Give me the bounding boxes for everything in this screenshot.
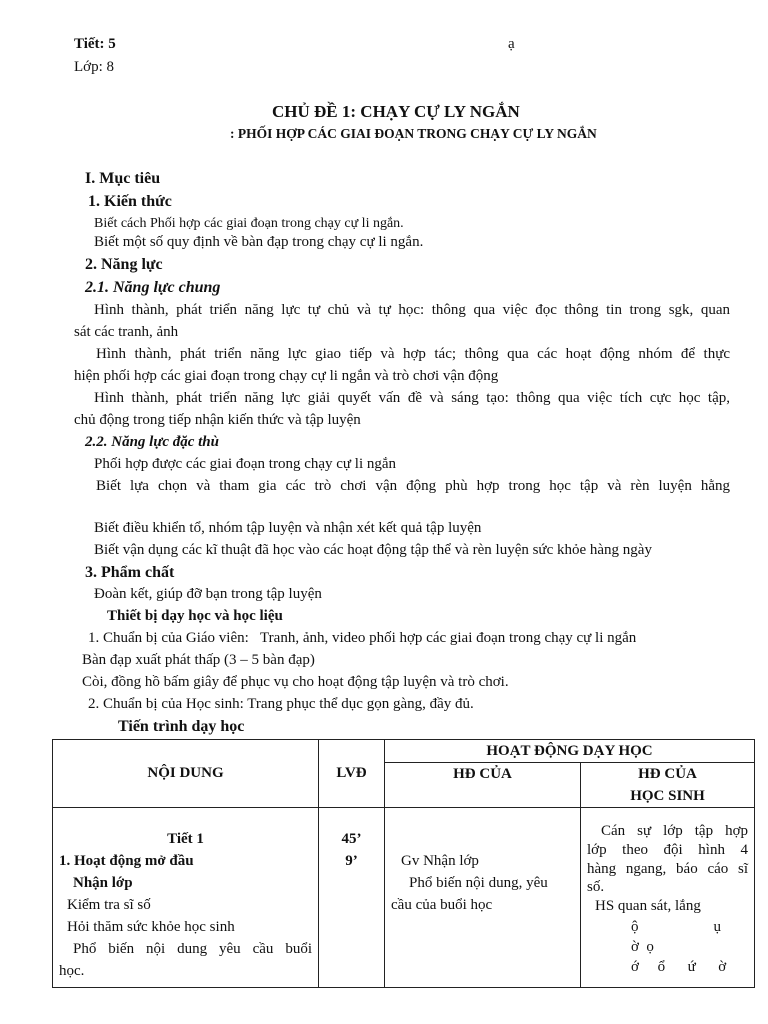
stray-character: ạ	[508, 36, 515, 52]
content-item: Hỏi thăm sức khỏe học sinh	[67, 919, 235, 935]
student-activity: HS quan sát, lắng	[595, 898, 701, 914]
specific-competence-item: Biết lựa chọn và tham gia các trò chơi vận động phù hợp trong học tập và rèn luyện hằng	[96, 478, 730, 494]
teacher-activity: cầu của buổi học	[391, 897, 493, 913]
student-activity-fragment: ộ ụ	[631, 919, 721, 935]
knowledge-item: Biết một số quy định về bàn đạp trong chạy cự li ngắn.	[94, 234, 424, 250]
specific-competence-item: Biết điều khiển tổ, nhóm tập luyện và nhận xét kết quả tập luyện	[94, 520, 482, 536]
student-activity: số.	[587, 879, 605, 895]
student-activity: Cán sự lớp tập hợp	[601, 823, 749, 839]
heading-general-competence: 2.1. Năng lực chung	[85, 279, 221, 296]
header-teacher: HĐ CỦA	[385, 763, 581, 808]
specific-competence-item: Biết vận dụng các kĩ thuật đã học vào các hoạt động tập thể và rèn luyện sức khỏe hàng ngày	[94, 542, 652, 558]
header-lvd: LVĐ	[319, 740, 385, 808]
lvd-cell	[319, 808, 385, 988]
heading-qualities: 3. Phẩm chất	[85, 564, 175, 581]
general-competence-paragraph-cont: sát các tranh, ảnh	[74, 324, 179, 340]
heading-specific-competence: 2.2. Năng lực đặc thù	[85, 434, 219, 450]
class-label: Lớp: 8	[74, 59, 115, 75]
knowledge-item: Biết cách Phối hợp các giai đoạn trong chạy cự li ngắn.	[94, 216, 404, 231]
teacher-preparation-text: Tranh, ảnh, video phối hợp các giai đoạn trong chạy cự li ngắn	[260, 630, 637, 646]
header-student: HĐ CỦA HỌC SINH	[581, 763, 755, 808]
equipment-line: Bàn đạp xuất phát thấp (3 – 5 bàn đạp)	[82, 652, 315, 668]
lvd-total: 45’	[341, 831, 362, 847]
section-objectives: I. Mục tiêu	[85, 170, 161, 187]
qualities-item: Đoàn kết, giúp đỡ bạn trong tập luyện	[94, 586, 322, 602]
content-lesson: Tiết 1	[167, 831, 204, 847]
heading-process: Tiến trình dạy học	[118, 718, 245, 735]
content-sub: Nhận lớp	[73, 875, 133, 891]
specific-competence-item: Phối hợp được các giai đoạn trong chạy cự li ngắn	[94, 456, 397, 472]
general-competence-paragraph-cont: chủ động trong tiếp nhận kiến thức và tập luyện	[74, 412, 361, 428]
teacher-activity: Gv Nhận lớp	[401, 853, 479, 869]
content-item: học.	[59, 963, 85, 979]
lesson-number: Tiết: 5	[74, 36, 116, 52]
general-competence-paragraph: Hình thành, phát triển năng lực giao tiếp và hợp tác; thông qua các hoạt động nhóm để thực	[96, 346, 730, 362]
teacher-preparation	[88, 630, 636, 647]
teacher-activity: Phổ biến nội dung, yêu	[409, 875, 548, 891]
lesson-plan-table	[52, 739, 755, 988]
general-competence-paragraph: Hình thành, phát triển năng lực tự chủ và tự học: thông qua việc đọc thông tin trong sgk, quan	[94, 302, 730, 318]
teacher-preparation-label: 1. Chuẩn bị của Giáo viên:	[88, 630, 249, 646]
student-activity: hàng ngang, báo cáo sĩ	[587, 861, 749, 877]
student-activity-cell	[581, 808, 755, 988]
heading-equipment: Thiết bị dạy học và học liệu	[107, 608, 283, 624]
content-cell	[53, 808, 319, 988]
lvd-part: 9’	[345, 853, 358, 869]
student-activity: lớp theo đội hình 4	[587, 842, 749, 858]
general-competence-paragraph: Hình thành, phát triển năng lực giải quyết vấn đề và sáng tạo: thông qua việc tích cực học tập,	[94, 390, 730, 406]
student-activity-fragment: ờ ọ	[631, 939, 654, 955]
header-content: NỘI DUNG	[53, 740, 319, 808]
heading-knowledge: 1. Kiến thức	[88, 193, 172, 210]
student-activity-fragment: ớ ổ ứ ờ	[631, 959, 727, 975]
student-preparation: 2. Chuẩn bị của Học sinh: Trang phục thể dục gọn gàng, đầy đủ.	[88, 696, 474, 712]
content-item: Kiểm tra sĩ số	[67, 897, 151, 913]
teacher-activity-cell	[385, 808, 581, 988]
heading-competence: 2. Năng lực	[85, 256, 163, 273]
topic-title: CHỦ ĐỀ 1: CHẠY CỰ LY NGẮN	[272, 102, 520, 121]
content-item: Phổ biến nội dung yêu cầu buổi	[73, 941, 312, 957]
general-competence-paragraph-cont: hiện phối hợp các giai đoạn trong chạy cự li ngắn và trò chơi vận động	[74, 368, 499, 384]
lesson-title: : PHỐI HỢP CÁC GIAI ĐOẠN TRONG CHẠY CỰ LY NGẮN	[230, 126, 597, 141]
content-activity: 1. Hoạt động mở đầu	[59, 853, 194, 869]
equipment-line: Còi, đồng hồ bấm giây để phục vụ cho hoạt động tập luyện và trò chơi.	[82, 674, 509, 690]
header-activity: HOẠT ĐỘNG DẠY HỌC	[385, 740, 755, 763]
